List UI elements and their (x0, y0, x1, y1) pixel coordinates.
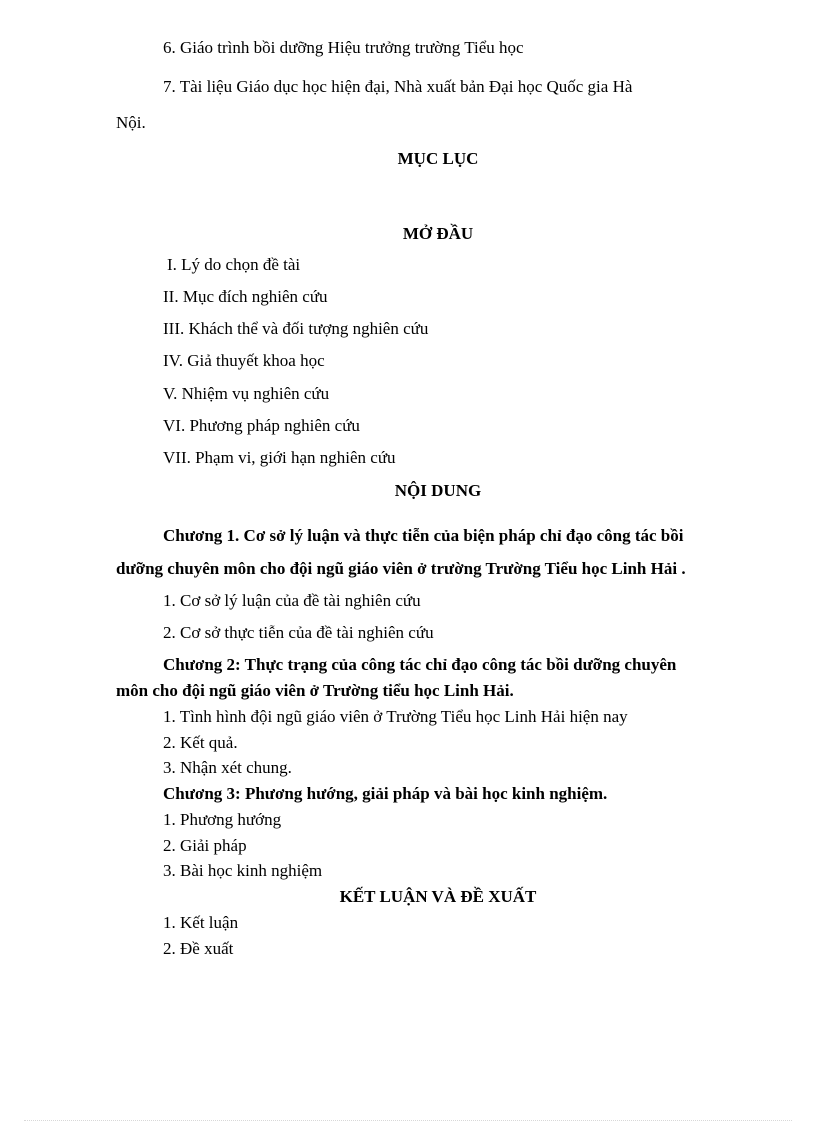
conclusion-item: 1. Kết luận (163, 913, 239, 932)
chapter3-item: 2. Giải pháp (163, 836, 247, 855)
chapter2-item: 1. Tình hình đội ngũ giáo viên ở Trường Tiểu học Linh Hải hiện nay (163, 707, 628, 726)
intro-item: III. Khách thể và đối tượng nghiên cứu (163, 319, 429, 338)
chapter2-title-line1: Chương 2: Thực trạng của công tác chỉ đạo công tác bồi dưỡng chuyên (163, 655, 677, 674)
chapter1-title-line1: Chương 1. Cơ sở lý luận và thực tiễn của biện pháp chỉ đạo công tác bồi (163, 526, 684, 545)
intro-item: I. Lý do chọn đề tài (167, 255, 301, 274)
chapter2-item: 3. Nhận xét chung. (163, 758, 292, 777)
intro-item: II. Mục đích nghiên cứu (163, 287, 328, 306)
conclusion-heading: KẾT LUẬN VÀ ĐỀ XUẤT (339, 887, 537, 906)
chapter3-item: 3. Bài học kinh nghiệm (163, 861, 323, 880)
reference-6: 6. Giáo trình bồi dưỡng Hiệu trưởng trường Tiểu học (163, 38, 524, 57)
intro-item: V. Nhiệm vụ nghiên cứu (163, 384, 330, 403)
intro-heading: MỞ ĐẦU (402, 224, 474, 243)
chapter2-item: 2. Kết quả. (163, 733, 238, 752)
chapter2-title-line2: môn cho đội ngũ giáo viên ở Trường tiểu học Linh Hải. (116, 681, 514, 700)
chapter1-item: 2. Cơ sở thực tiễn của đề tài nghiên cứu (163, 623, 434, 642)
intro-item: IV. Giả thuyết khoa học (163, 351, 325, 370)
chapter3-item: 1. Phương hướng (163, 810, 282, 829)
conclusion-item: 2. Đề xuất (163, 939, 234, 958)
reference-7: 7. Tài liệu Giáo dục học hiện đại, Nhà xuất bản Đại học Quốc gia Hà (163, 77, 633, 96)
chapter1-title-line2: dưỡng chuyên môn cho đội ngũ giáo viên ở trường Trường Tiểu học Linh Hải . (116, 559, 686, 578)
chapter3-title: Chương 3: Phương hướng, giải pháp và bài học kinh nghiệm. (163, 784, 608, 803)
page-bottom-rule (24, 1120, 792, 1121)
reference-7-continuation: Nội. (116, 113, 146, 132)
intro-item: VII. Phạm vi, giới hạn nghiên cứu (163, 448, 396, 467)
toc-title: MỤC LỤC (397, 149, 479, 168)
intro-item: VI. Phương pháp nghiên cứu (163, 416, 360, 435)
content-heading: NỘI DUNG (394, 481, 482, 500)
chapter1-item: 1. Cơ sở lý luận của đề tài nghiên cứu (163, 591, 421, 610)
